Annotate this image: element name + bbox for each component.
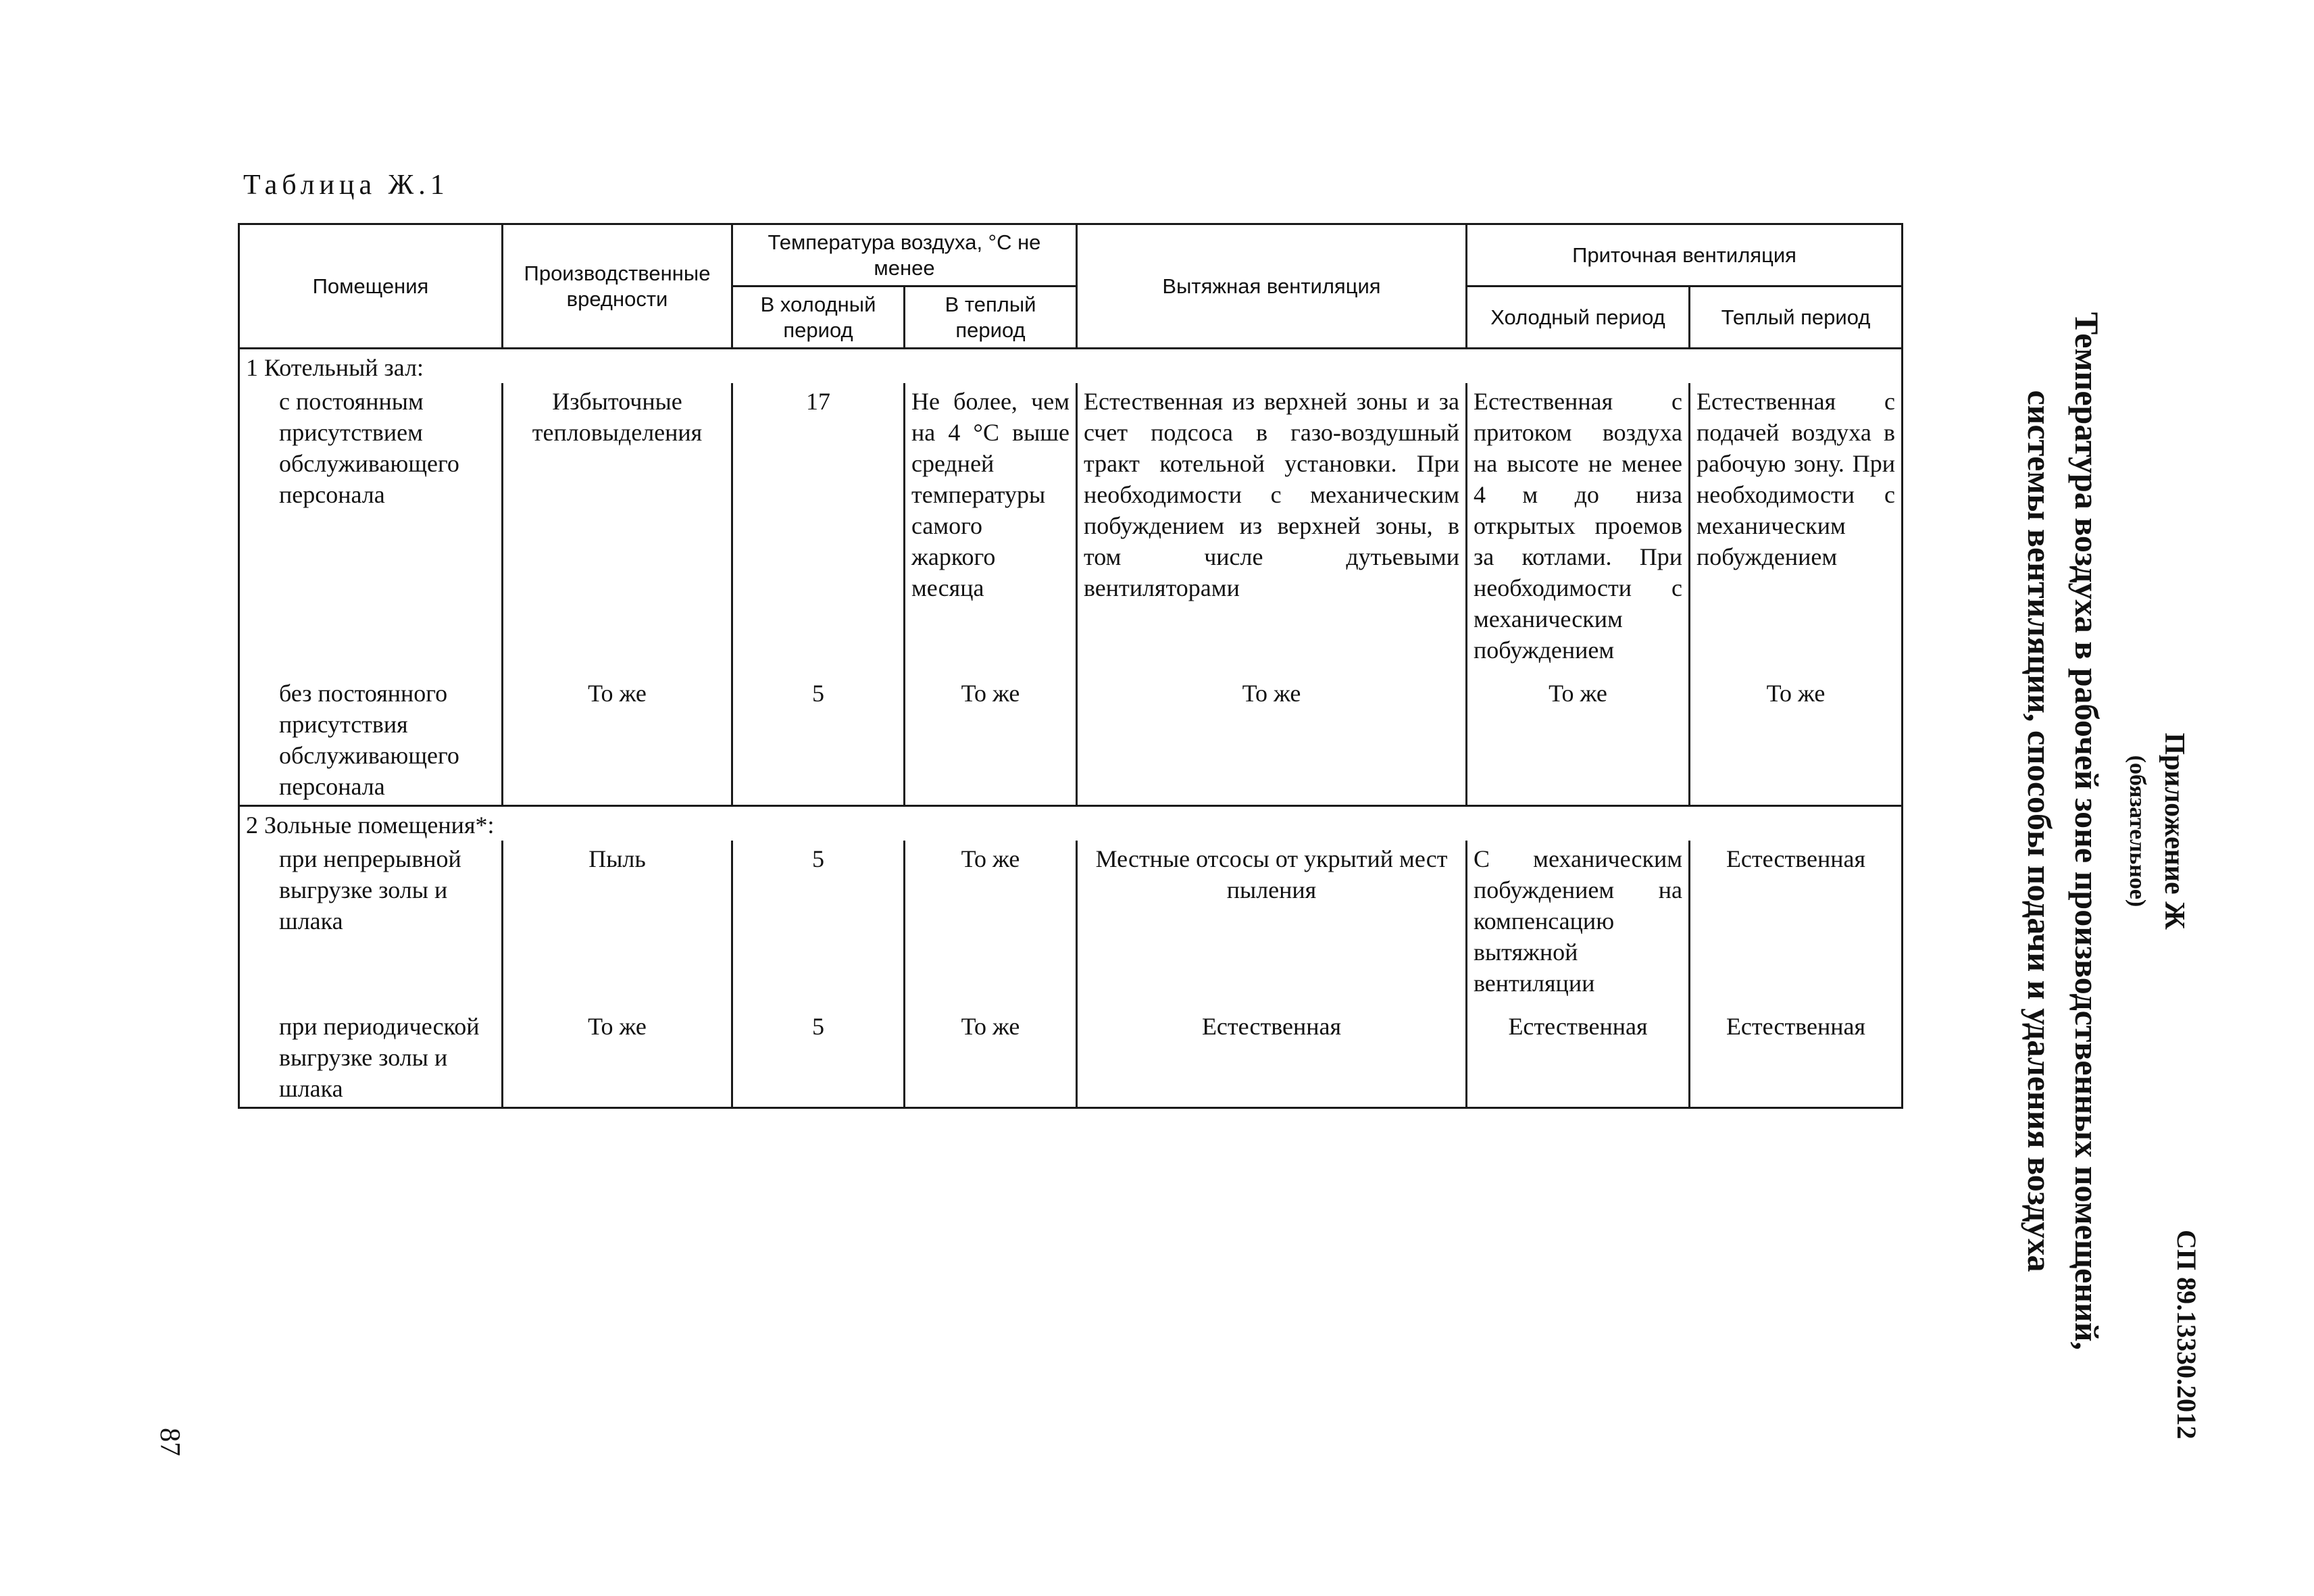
temp-warm-cell: То же: [905, 841, 1077, 1001]
header-temperature: Температура воздуха, °С не менее: [732, 224, 1077, 286]
row-group-label: 2 Зольные помещения*:: [239, 806, 1903, 841]
header-supply: Приточная вентиляция: [1467, 224, 1903, 286]
exhaust-cell: Местные отсосы от укрытий мест пыления: [1077, 841, 1467, 1001]
supply-cold-cell: С механическим побуждением на компенсацию вытяжной вентиляции: [1467, 841, 1690, 1001]
exhaust-cell: То же: [1077, 668, 1467, 806]
hazard-cell: То же: [503, 668, 732, 806]
table-row: [239, 349, 1903, 384]
temp-cold-cell: 17: [732, 383, 905, 668]
room-cell: с постоянным присутствием обслуживающего персонала: [239, 383, 503, 668]
appendix-header: [1824, 223, 2203, 1439]
table-row: [239, 1001, 1903, 1108]
supply-warm-cell: Естественная с подачей воздуха в рабочую зону. При необходимости с механическим побуждением: [1690, 383, 1903, 668]
temp-cold-cell: 5: [732, 668, 905, 806]
header-temp-cold: В холодный период: [732, 286, 905, 349]
exhaust-cell: Естественная: [1077, 1001, 1467, 1108]
header-supply-cold: Холодный период: [1467, 286, 1690, 349]
hazard-cell: То же: [503, 1001, 732, 1108]
temp-warm-cell: Не более, чем на 4 °С выше средней температуры самого жаркого месяца: [905, 383, 1077, 668]
header-rooms: Помещения: [239, 224, 503, 349]
page-number: 87: [154, 1428, 185, 1456]
header-temp-warm: В теплый период: [905, 286, 1077, 349]
header-exhaust: Вытяжная вентиляция: [1077, 224, 1467, 349]
supply-cold-cell: Естественная с притоком воздуха на высоте не менее 4 м до низа открытых проемов за котлами. При необходимости с механическим побуждением: [1467, 383, 1690, 668]
room-cell: при непрерывной выгрузке золы и шлака: [239, 841, 503, 1001]
header-hazards: Производственные вредности: [503, 224, 732, 349]
temp-cold-cell: 5: [732, 1001, 905, 1108]
row-group-label: 1 Котельный зал:: [239, 349, 1903, 384]
table-row: [239, 806, 1903, 841]
appendix-title: Приложение Ж: [2159, 732, 2190, 930]
table-row: [239, 383, 1903, 668]
ventilation-table: [238, 223, 1903, 1109]
appendix-heading-line2: системы вентиляции, способы подачи и удаления воздуха: [2021, 390, 2059, 1272]
header-supply-warm: Теплый период: [1690, 286, 1903, 349]
temp-warm-cell: То же: [905, 1001, 1077, 1108]
table-row: [239, 841, 1903, 1001]
appendix-heading-line1: Температура воздуха в рабочей зоне производственных помещений,: [2068, 311, 2106, 1351]
room-cell: при периодической выгрузке золы и шлака: [239, 1001, 503, 1108]
table-row: [239, 668, 1903, 806]
exhaust-cell: Естественная из верхней зоны и за счет подсоса в газо-воздушный тракт котельной установки. При необходимости с механическим побуждением из верхней зоны, в том числе дутьевыми вентиляторами: [1077, 383, 1467, 668]
supply-warm-cell: Естественная: [1690, 841, 1903, 1001]
appendix-note: (обязательное): [2125, 755, 2150, 907]
table-caption: Таблица Ж.1: [243, 170, 449, 201]
temp-cold-cell: 5: [732, 841, 905, 1001]
document-code: СП 89.13330.2012: [2171, 1230, 2202, 1439]
hazard-cell: Избыточные тепловыделения: [503, 383, 732, 668]
hazard-cell: Пыль: [503, 841, 732, 1001]
temp-warm-cell: То же: [905, 668, 1077, 806]
supply-cold-cell: Естественная: [1467, 1001, 1690, 1108]
supply-warm-cell: Естественная: [1690, 1001, 1903, 1108]
supply-warm-cell: То же: [1690, 668, 1903, 806]
supply-cold-cell: То же: [1467, 668, 1690, 806]
room-cell: без постоянного присутствия обслуживающего персонала: [239, 668, 503, 806]
